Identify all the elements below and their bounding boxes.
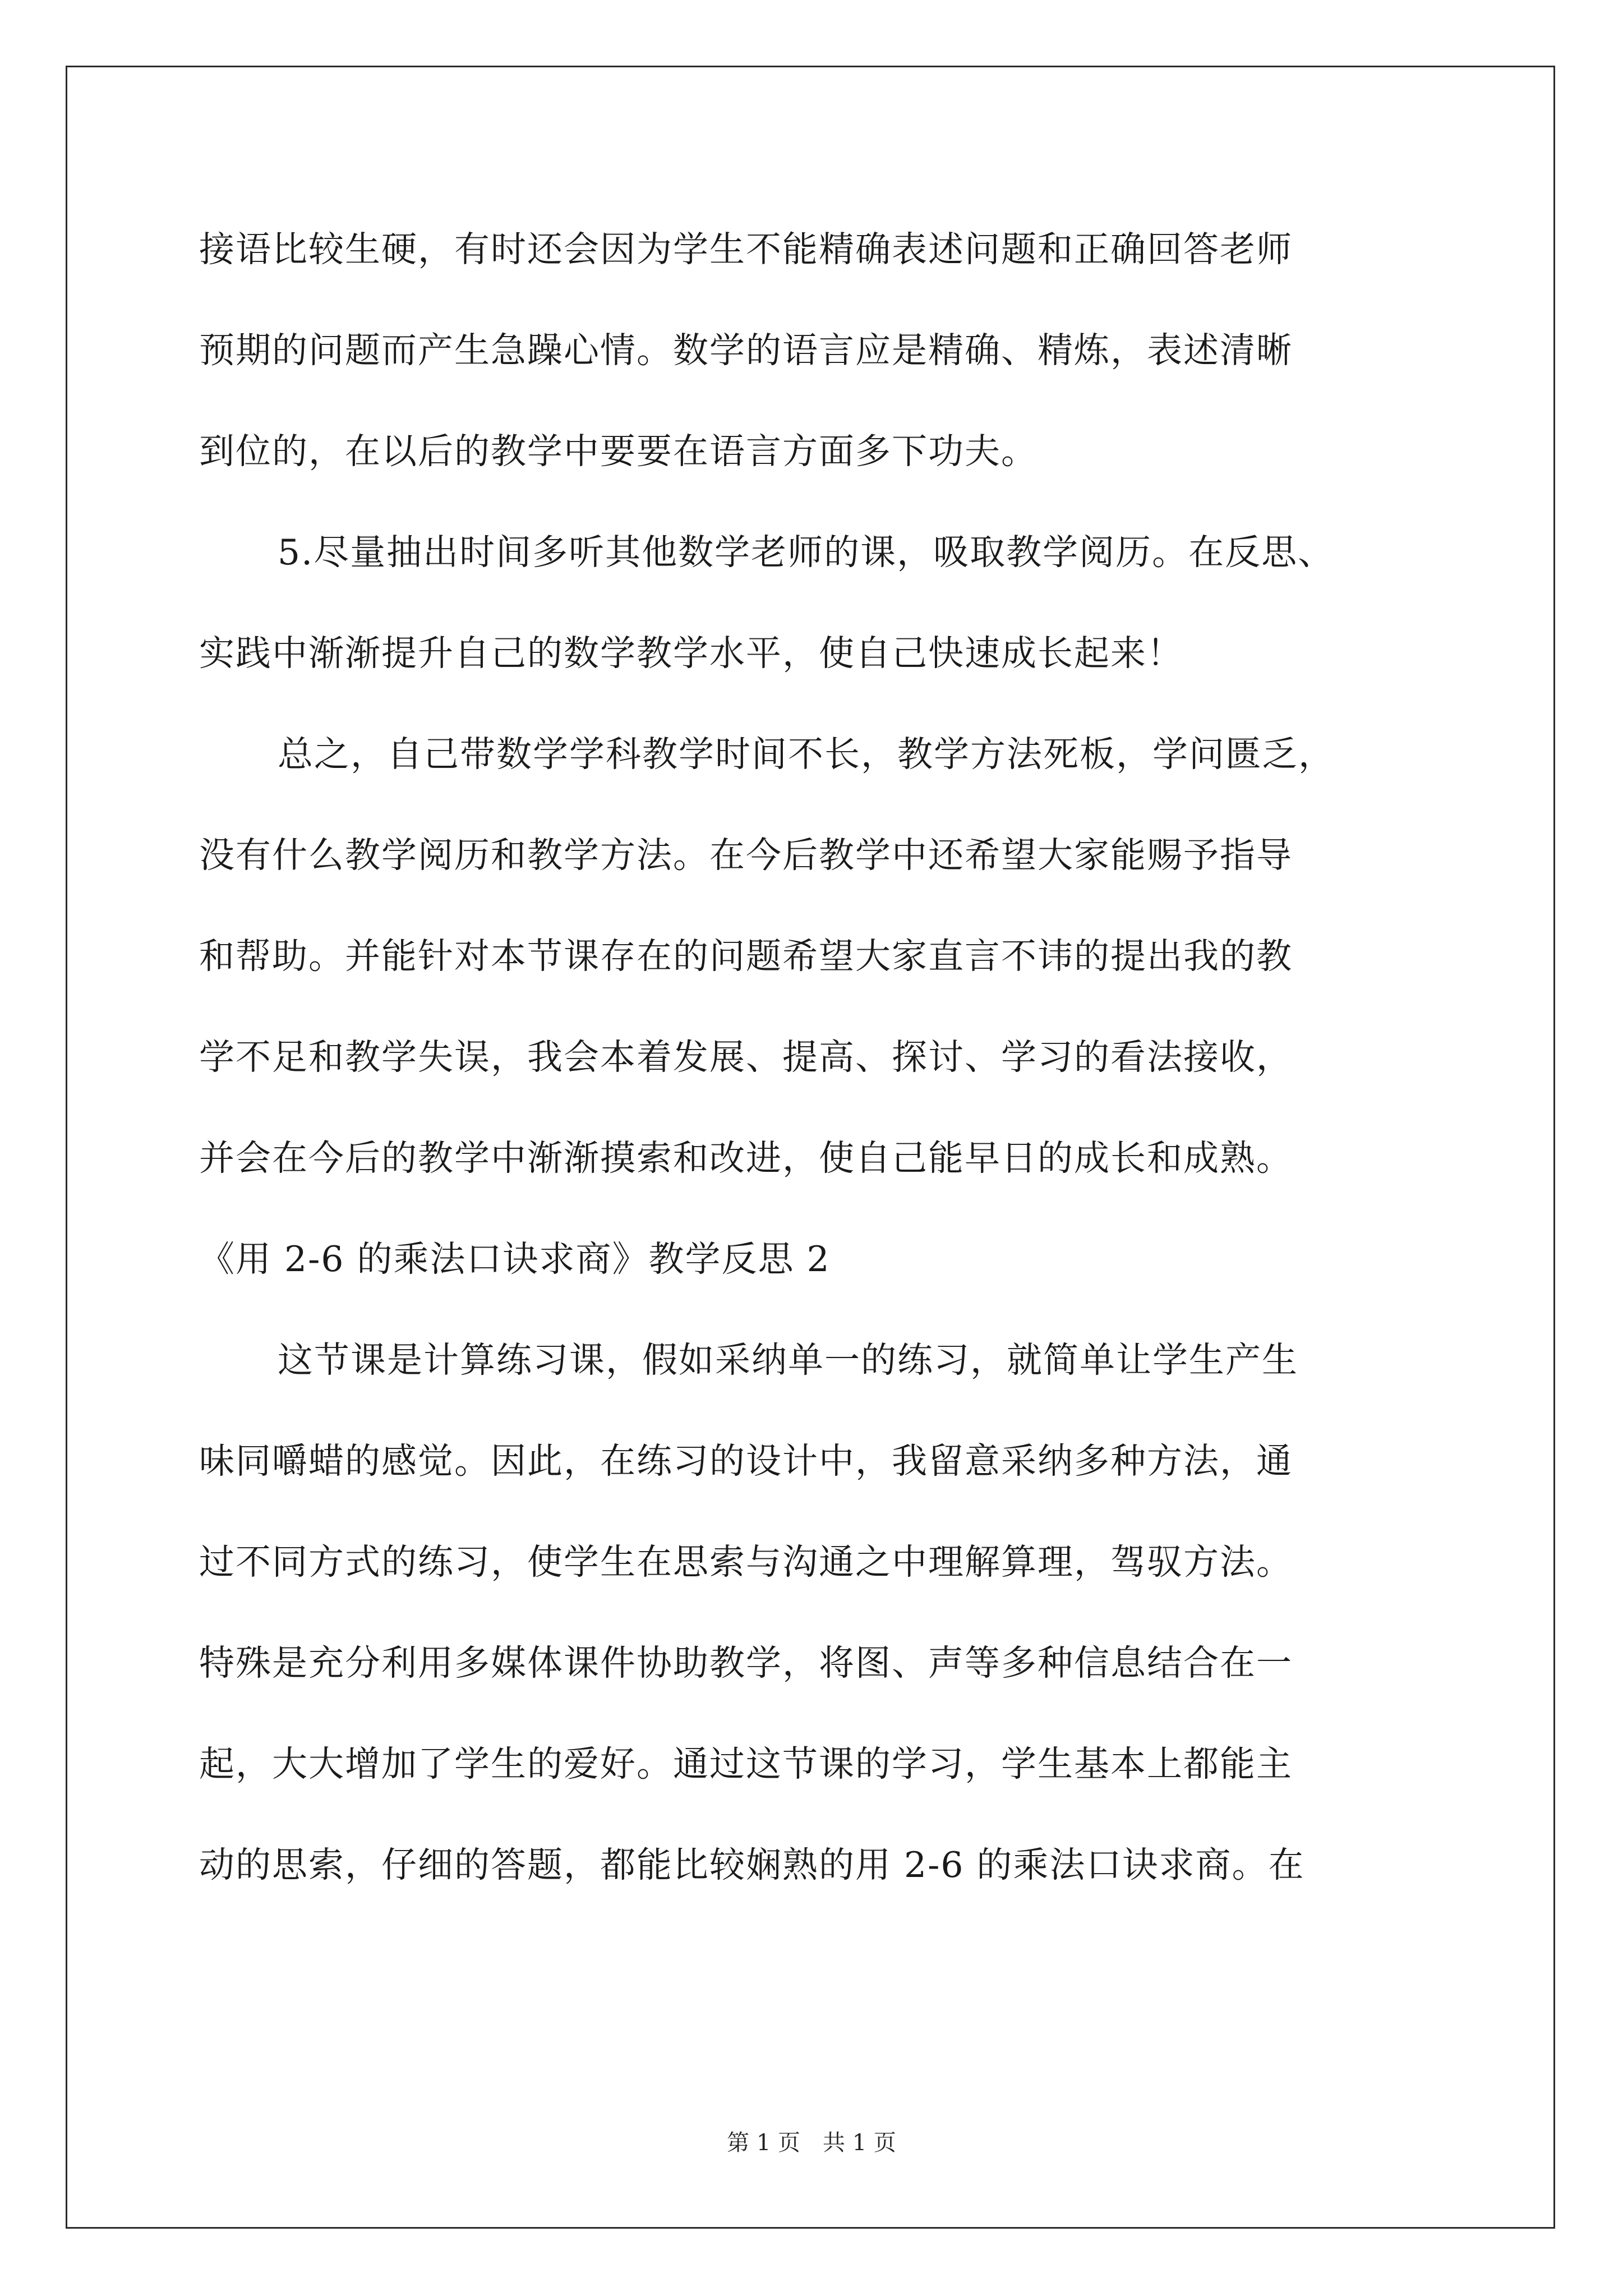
text-line: 过不同方式的练习，使学生在思索与沟通之中理解算理，驾驭方法。: [199, 1542, 1293, 1582]
text-line: 味同嚼蜡的感觉。因此，在练习的设计中，我留意采纳多种方法，通: [199, 1441, 1293, 1481]
text-line: 5.尽量抽出时间多听其他数学老师的课，吸取教学阅历。在反思、: [278, 532, 1335, 573]
page-number: 第 1 页 共 1 页: [727, 2130, 896, 2156]
section-title: 《用 2-6 的乘法口诀求商》教学反思 2: [199, 1239, 831, 1280]
text-line: 预期的问题而产生急躁心情。数学的语言应是精确、精炼，表述清晰: [199, 330, 1293, 371]
text-line: 动的思索，仔细的答题，都能比较娴熟的用 2-6 的乘法口诀求商。在: [199, 1844, 1305, 1885]
text-line: 没有什么教学阅历和教学方法。在今后教学中还希望大家能赐予指导: [199, 835, 1293, 876]
text-line: 和帮助。并能针对本节课存在的问题希望大家直言不讳的提出我的教: [199, 936, 1293, 977]
text-line: 到位的，在以后的教学中要要在语言方面多下功夫。: [199, 431, 1038, 472]
text-line: 起，大大增加了学生的爱好。通过这节课的学习，学生基本上都能主: [199, 1743, 1293, 1784]
text-line: 接语比较生硬，有时还会因为学生不能精确表述问题和正确回答老师: [199, 229, 1293, 270]
text-line: 实践中渐渐提升自己的数学教学水平，使自己快速成长起来！: [199, 633, 1183, 674]
text-line: 并会在今后的教学中渐渐摸索和改进，使自己能早日的成长和成熟。: [199, 1138, 1293, 1179]
page-footer: [0, 2126, 1623, 2160]
text-line: 学不足和教学失误，我会本着发展、提高、探讨、学习的看法接收，: [199, 1037, 1293, 1078]
document-body: [199, 199, 1427, 1916]
text-line: 这节课是计算练习课，假如采纳单一的练习，就简单让学生产生: [278, 1340, 1298, 1381]
text-line: 总之，自己带数学学科教学时间不长，教学方法死板，学问匮乏，: [278, 734, 1335, 775]
text-line: 特殊是充分利用多媒体课件协助教学，将图、声等多种信息结合在一: [199, 1642, 1293, 1683]
